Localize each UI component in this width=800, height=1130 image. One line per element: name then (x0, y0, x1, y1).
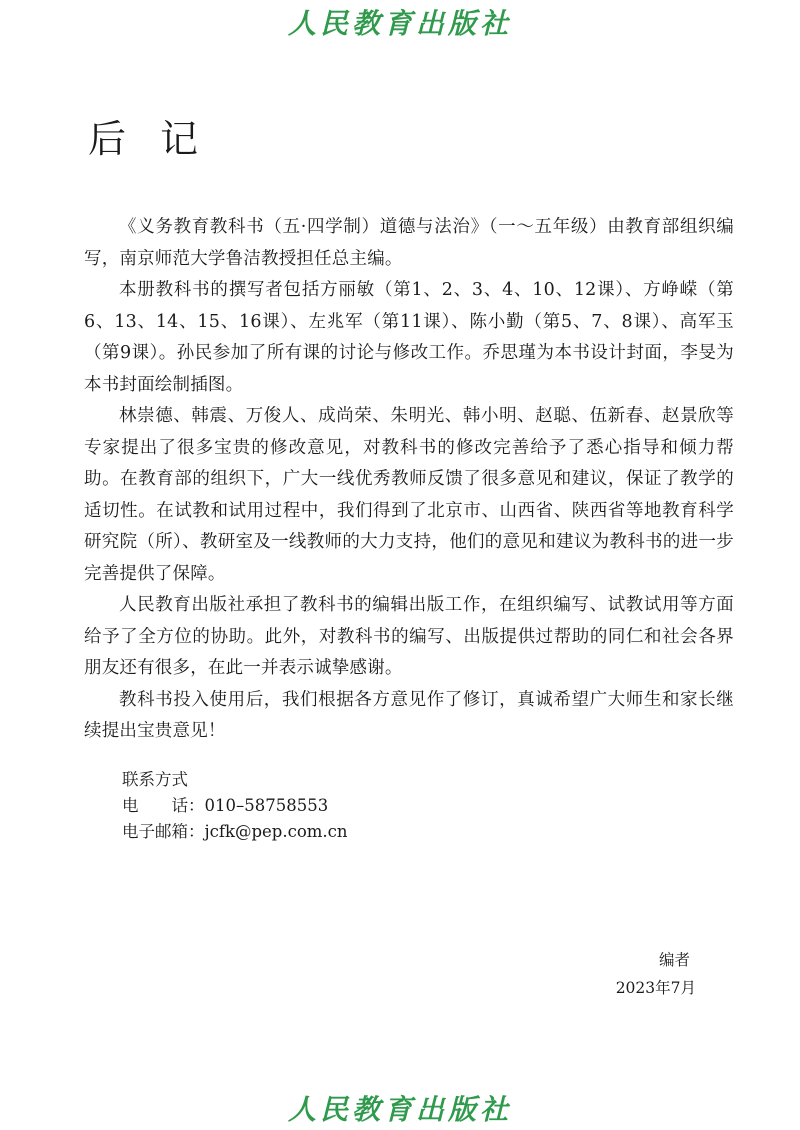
email-address[interactable]: jcfk@pep.com.cn (204, 822, 348, 841)
signature-date: 2023年7月 (615, 979, 696, 997)
page-title: 后记 (88, 117, 233, 161)
contact-info (122, 767, 348, 845)
paragraph-3: 林崇德、韩震、万俊人、成尚荣、朱明光、韩小明、赵聪、伍新春、赵景欣等专家提出了很多宝贵的修改意见，对教科书的修改完善给予了悉心指导和倾力帮助。在教育部的组织下，广大一线优秀教师反馈了很多意见和建议，保证了教学的适切性。在试教和试用过程中，我们得到了北京市、山西省、陕西省等地教育科学研究院（所）、教研室及一线教师的大力支持，他们的意见和建议为教科书的进一步完善提供了保障。 (84, 406, 734, 584)
signature-editor: 编者 (658, 951, 690, 969)
paragraph-5: 教科书投入使用后，我们根据各方意见作了修订，真诚希望广大师生和家长继续提出宝贵意见！ (84, 689, 734, 741)
publisher-logo-top: 人民教育出版社 (287, 7, 512, 40)
email-label: 电子邮箱： (122, 822, 205, 841)
phone-label: 电 话： (122, 796, 205, 815)
contact-email-row (122, 819, 348, 845)
contact-heading: 联系方式 (122, 770, 188, 789)
signature-block (616, 946, 696, 1002)
postscript-body (84, 212, 734, 748)
paragraph-1: 《义务教育教科书（五·四学制）道德与法治》（一～五年级）由教育部组织编写，南京师范大学鲁洁教授担任总主编。 (84, 217, 734, 269)
publisher-logo-bottom: 人民教育出版社 (287, 1093, 512, 1126)
contact-phone-row (122, 793, 348, 819)
phone-number: 010–58758553 (204, 796, 329, 815)
paragraph-4: 人民教育出版社承担了教科书的编辑出版工作，在组织编写、试教试用等方面给予了全方位的协助。此外，对教科书的编写、出版提供过帮助的同仁和社会各界朋友还有很多，在此一并表示诚挚感谢。 (84, 595, 734, 678)
paragraph-2: 本册教科书的撰写者包括方丽敏（第1、2、3、4、10、12课）、方峥嵘（第6、13、14、15、16课）、左兆军（第11课）、陈小勤（第5、7、8课）、高军玉（第9课）。孙民参加了所有课的讨论与修改工作。乔思瑾为本书设计封面，李旻为本书封面绘制插图。 (84, 280, 734, 395)
